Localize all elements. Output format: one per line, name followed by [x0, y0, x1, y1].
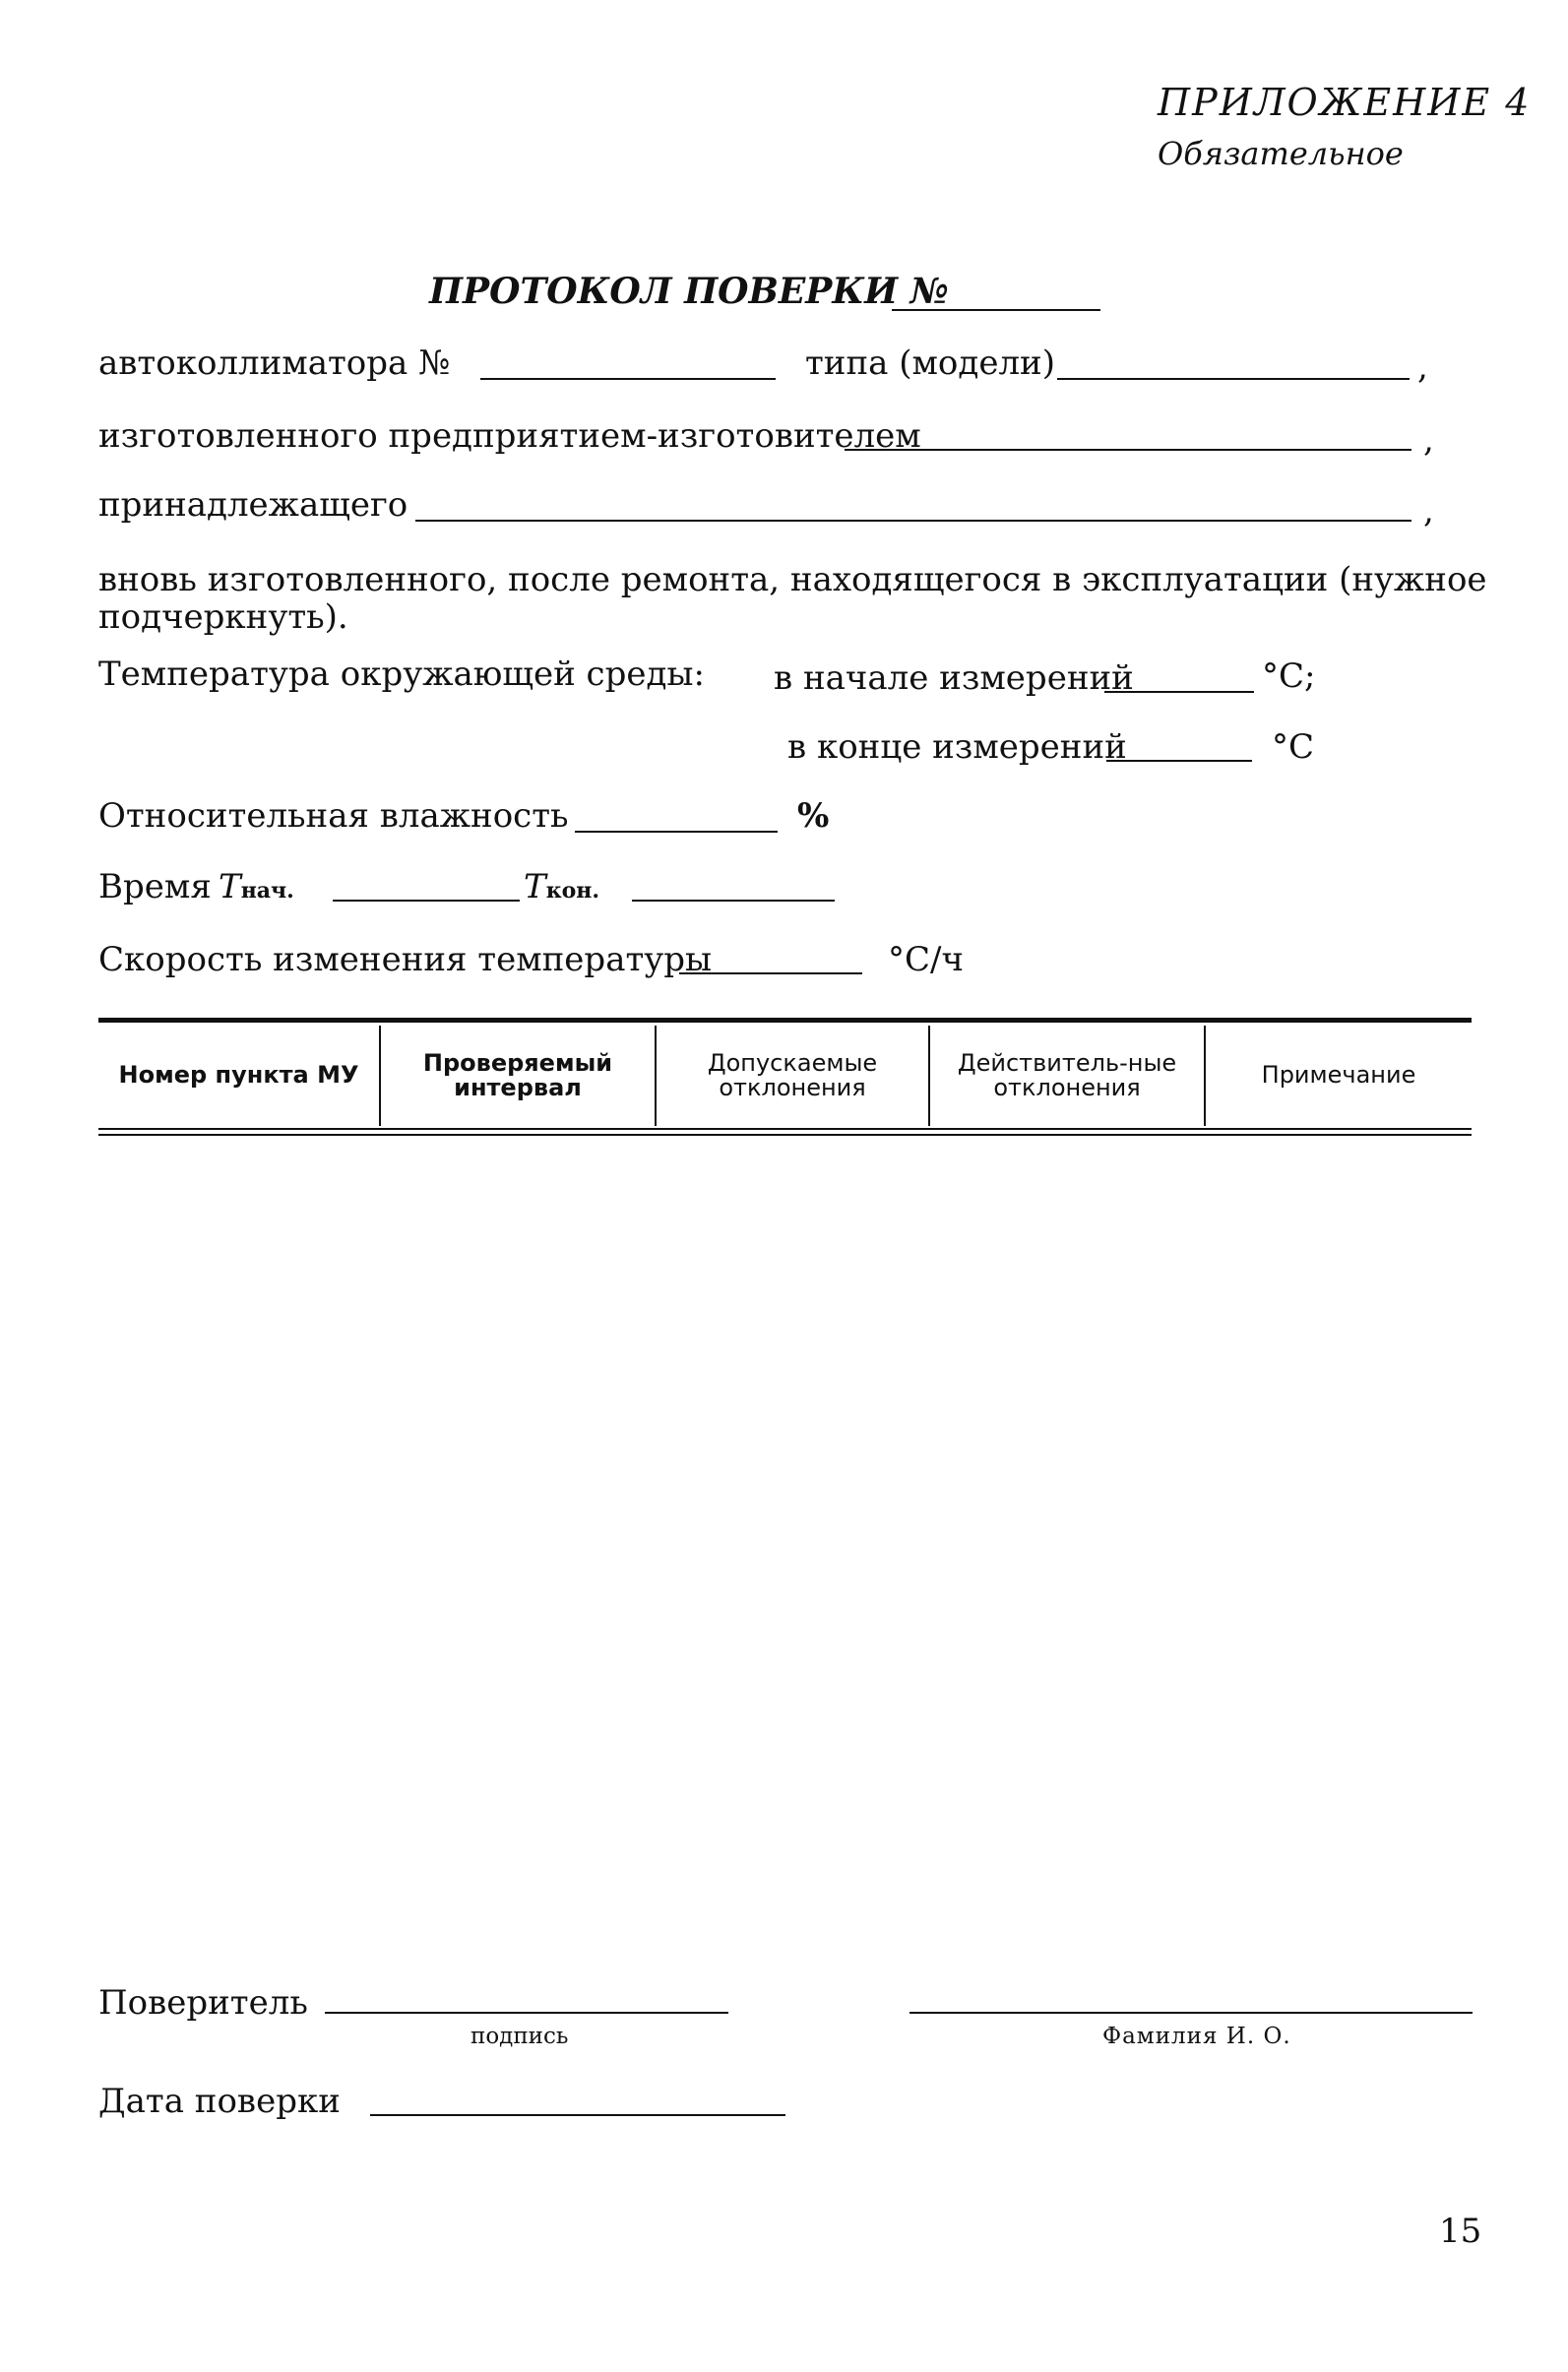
t-start-label: [219, 867, 294, 906]
temp-end-unit: °С: [1272, 727, 1315, 767]
humidity-label: Относительная влажность: [98, 796, 569, 836]
protocol-number-line[interactable]: [892, 309, 1100, 311]
header-item-number: Номер пункта МУ: [118, 1061, 359, 1090]
temp-start-unit: °С;: [1262, 656, 1316, 696]
t-end-letter: Т: [524, 867, 546, 906]
t-end-line[interactable]: [632, 900, 835, 902]
t-start-line[interactable]: [333, 900, 520, 902]
humidity-line[interactable]: [575, 831, 778, 833]
table-header-row: [98, 1026, 1472, 1126]
temp-end-line[interactable]: [1106, 760, 1252, 762]
rate-label: Скорость изменения температуры: [98, 940, 713, 979]
type-line[interactable]: [1057, 378, 1410, 380]
t-start-subscript: нач.: [240, 878, 294, 904]
appendix-status: Обязательное: [1158, 135, 1404, 172]
t-end-label: [524, 867, 600, 906]
table-bottom-rule-2: [98, 1134, 1472, 1136]
rate-line[interactable]: [679, 972, 862, 974]
temp-end-label: в конце измерений: [787, 727, 1127, 767]
humidity-unit: %: [797, 796, 830, 836]
state-text-line2: подчеркнуть).: [98, 597, 348, 637]
header-allowed-deviations: Допускаемые отклонения: [656, 1026, 929, 1126]
state-text-line1: вновь изготовленного, после ремонта, находящегося в эксплуатации (нужное: [98, 560, 1487, 599]
table-bottom-rule-1: [98, 1128, 1472, 1130]
appendix-title: ПРИЛОЖЕНИЕ 4: [1158, 81, 1532, 124]
name-caption: Фамилия И. О.: [1102, 2024, 1291, 2049]
signature-caption: подпись: [470, 2024, 569, 2049]
owner-line[interactable]: [415, 520, 1411, 522]
t-start-letter: Т: [219, 867, 241, 906]
signature-line[interactable]: [325, 2012, 728, 2014]
header-note: Примечание: [1205, 1026, 1472, 1126]
date-line[interactable]: [370, 2114, 785, 2116]
temp-start-label: в начале измерений: [774, 658, 1134, 698]
rate-unit: °С/ч: [888, 940, 964, 979]
autocollimator-number-line[interactable]: [480, 378, 776, 380]
t-end-subscript: кон.: [545, 878, 600, 904]
protocol-title: ПРОТОКОЛ ПОВЕРКИ №: [429, 271, 949, 312]
name-line[interactable]: [909, 2012, 1473, 2014]
date-label: Дата поверки: [98, 2082, 341, 2121]
autocollimator-label: автоколлиматора №: [98, 343, 451, 383]
temp-start-line[interactable]: [1104, 691, 1254, 693]
owner-comma: ,: [1423, 491, 1434, 531]
time-label: Время: [98, 867, 212, 906]
manufacturer-comma: ,: [1423, 420, 1434, 460]
temperature-label: Температура окружающей среды:: [98, 655, 705, 694]
table-top-rule: [98, 1018, 1472, 1023]
type-comma: ,: [1417, 347, 1428, 387]
manufacturer-label: изготовленного предприятием-изготовителем: [98, 416, 921, 456]
verification-table: [98, 1026, 1472, 1126]
header-checked-interval: Проверяемый интервал: [380, 1026, 656, 1126]
page-number: 15: [1439, 2212, 1482, 2251]
owner-label: принадлежащего: [98, 485, 408, 525]
manufacturer-line[interactable]: [845, 449, 1411, 451]
header-actual-deviations: Действитель-ные отклонения: [929, 1026, 1205, 1126]
verifier-label: Поверитель: [98, 1983, 308, 2023]
type-label: типа (модели): [805, 343, 1055, 383]
